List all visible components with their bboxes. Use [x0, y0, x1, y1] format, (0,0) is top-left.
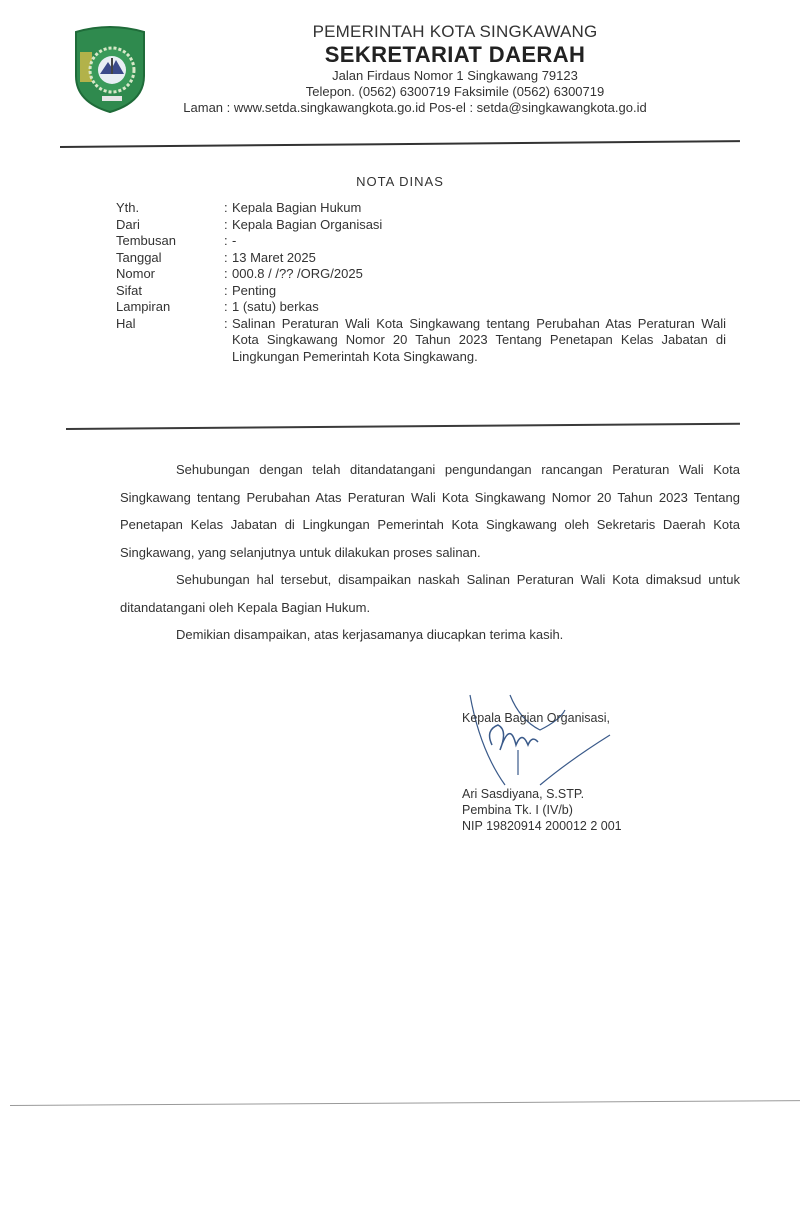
meta-value: 1 (satu) berkas [232, 299, 319, 314]
signer-name: Ari Sasdiyana, S.STP. [462, 787, 585, 801]
meta-sep: : [224, 249, 228, 265]
meta-key: Tembusan [116, 233, 176, 248]
meta-value: Salinan Peraturan Wali Kota Singkawang tentang Perubahan Atas Peraturan Wali Kota Singkawang Nomor 20 Tahun 2023 Tentang Penetapan Kelas Jabatan di Lingkungan Pemerintah Kota Singkawang. [232, 315, 726, 364]
meta-row-attachment [116, 299, 726, 316]
meta-sep: : [224, 315, 228, 331]
signer-nip: NIP 19820914 200012 2 001 [462, 819, 622, 833]
meta-row-nature [116, 283, 726, 300]
letterhead [160, 22, 750, 116]
header-divider [66, 423, 740, 430]
meta-sep: : [224, 216, 228, 232]
meta-sep: : [224, 200, 228, 215]
meta-value: 000.8 / /?? /ORG/2025 [232, 266, 363, 281]
letterhead-divider [60, 140, 740, 148]
office-web: Laman : www.setda.singkawangkota.go.id Pos-el : setda@singkawangkota.go.id [183, 100, 647, 115]
office-name: SEKRETARIAT DAERAH [324, 42, 586, 67]
scan-edge-line [10, 1100, 800, 1106]
meta-sep: : [224, 282, 228, 298]
meta-row-date [116, 250, 726, 267]
body-paragraph-3: Demikian disampaikan, atas kerjasamanya diucapkan terima kasih. [176, 627, 564, 642]
meta-key: Dari [116, 216, 140, 232]
meta-sep: : [224, 233, 228, 248]
government-name: PEMERINTAH KOTA SINGKAWANG [312, 22, 598, 41]
body-paragraph-2: Sehubungan hal tersebut, disampaikan naskah Salinan Peraturan Wali Kota dimaksud untuk ditandatangani oleh Kepala Bagian Hukum. [120, 572, 740, 615]
meta-key: Lampiran [116, 299, 171, 314]
signature-block [462, 710, 622, 834]
meta-value: Penting [232, 282, 277, 298]
meta-sep: : [224, 299, 228, 314]
meta-key: Tanggal [116, 249, 162, 265]
document-title: NOTA DINAS [356, 174, 444, 189]
memo-body [120, 456, 740, 649]
signer-role: Kepala Bagian Organisasi, [462, 711, 611, 725]
meta-key: Nomor [116, 266, 156, 281]
office-phone: Telepon. (0562) 6300719 Faksimile (0562) 6300719 [305, 84, 605, 99]
meta-sep: : [224, 266, 228, 281]
memo-header [116, 200, 726, 365]
meta-row-sender [116, 217, 726, 234]
meta-value: 13 Maret 2025 [232, 249, 316, 265]
meta-key: Yth. [116, 200, 140, 215]
meta-row-cc [116, 233, 726, 250]
signer-rank: Pembina Tk. I (IV/b) [462, 803, 573, 817]
meta-row-recipient [116, 200, 726, 217]
meta-value: Kepala Bagian Organisasi [232, 216, 383, 232]
office-address: Jalan Firdaus Nomor 1 Singkawang 79123 [332, 68, 578, 83]
meta-value: Kepala Bagian Hukum [232, 200, 362, 215]
meta-row-number [116, 266, 726, 283]
meta-key: Hal [116, 315, 136, 331]
meta-value: - [232, 233, 237, 248]
body-paragraph-1: Sehubungan dengan telah ditandatangani pengundangan rancangan Peraturan Wali Kota Singkawang tentang Perubahan Atas Peraturan Wali Kota Singkawang Nomor 20 Tahun 2023 Tentang Penetapan Kelas Jabatan di Lingkungan Pemerintah Kota Singkawang oleh Sekretaris Daerah Kota Singkawang, yang selanjutnya untuk dilakukan proses salinan. [120, 462, 740, 560]
meta-key: Sifat [116, 282, 143, 298]
meta-row-subject [116, 316, 726, 366]
